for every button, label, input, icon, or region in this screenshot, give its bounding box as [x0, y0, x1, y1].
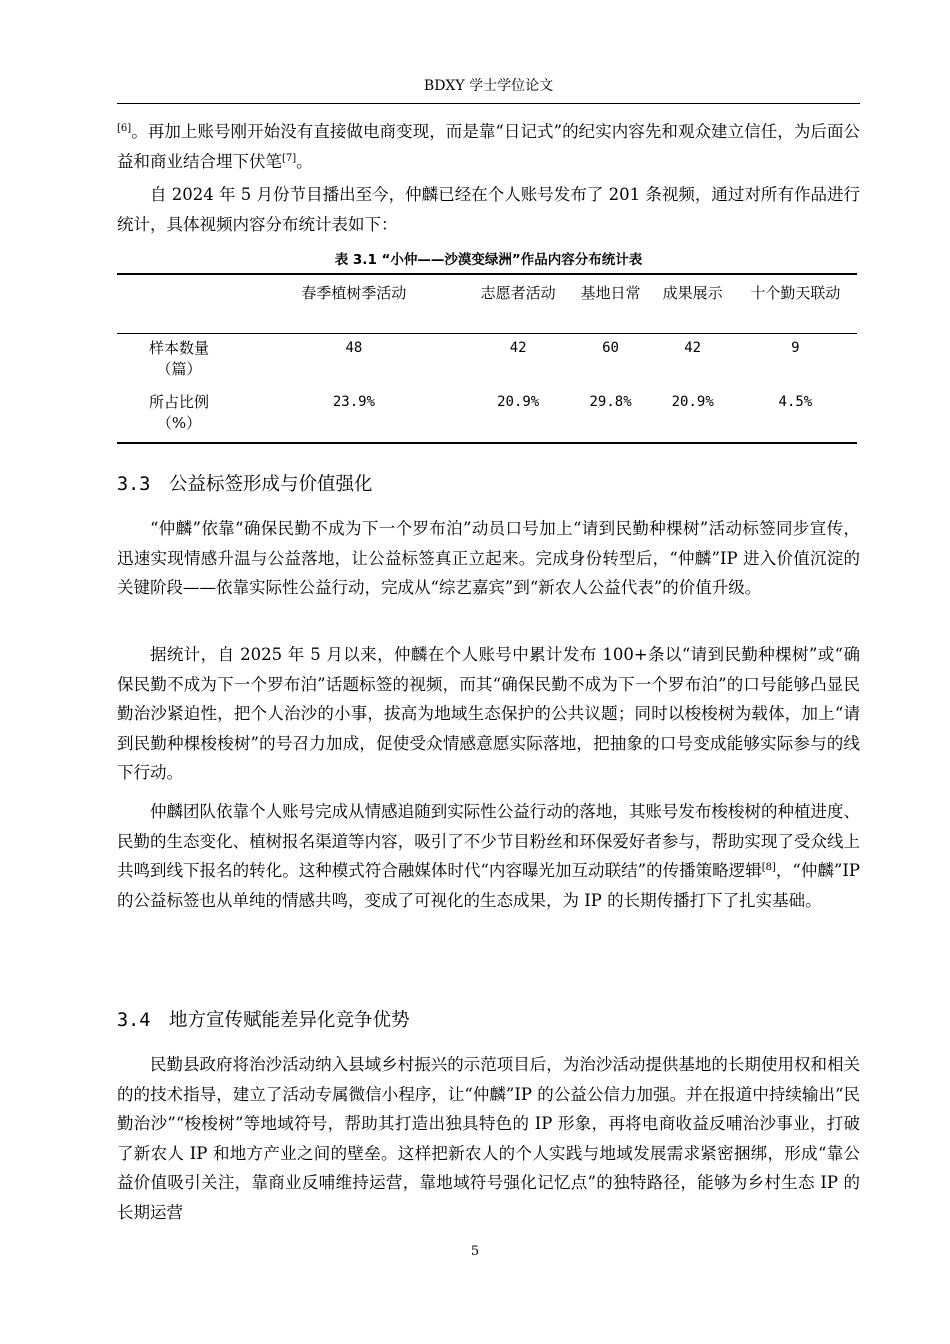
citation-ref[interactable]: [6]: [117, 123, 132, 134]
table-header-cell: 成果展示: [662, 284, 723, 302]
s33-p3-end: ，“仲麟”IP 的公益标签也从单纯的情感共鸣，变成了可视化的生态成果，为 IP 的长期传播打下了扎实基础。: [117, 861, 860, 910]
table-cell: 20.9%: [497, 394, 540, 410]
table-header-cell: 基地日常: [580, 284, 641, 302]
table-header-cell: 春季植树季活动: [301, 284, 407, 302]
table-cell: 48: [345, 340, 363, 356]
intro-paragraph-2: 自 2024 年 5 月份节目播出至今，仲麟已经在个人账号发布了 201 条视频，通过对所有作品进行统计，具体视频内容分布统计表如下：: [117, 185, 860, 234]
section-3-4-paragraph-1: 民勤县政府将治沙活动纳入县域乡村振兴的示范项目后，为治沙活动提供基地的长期使用权和相关的的技术指导，建立了活动专属微信小程序，让“仲麟”IP 的公益公信力加强。并在报道中持续输出“民勤治沙”“梭梭树”等地域符号，帮助其打造出独具特色的 IP 形象，再将电商收益反哺治沙事业，打破了新农人 IP 和地方产业之间的壁垒。这样把新农人的个人实践与地域发展需求紧密捆绑，形成“靠公益价值吸引关注，靠商业反哺维持运营，靠地域符号强化记忆点”的独特路径，能够为乡村生态 IP 的长期运营: [117, 1055, 860, 1222]
section-3-3-paragraph-1: “仲麟”依靠“确保民勤不成为下一个罗布泊”动员口号加上“请到民勤种棵树”活动标签同步宣传，迅速实现情感升温与公益落地，让公益标签真正立起来。完成身份转型后，“仲麟”IP 进入价值沉淀的关键阶段——依靠实际性公益行动，完成从“综艺嘉宾”到“新农人公益代表”的价值升级。: [117, 519, 860, 597]
table-header-cell: 十个勤天联动: [750, 284, 841, 302]
section-heading-3-4: [117, 1008, 410, 1034]
table-cell: 42: [684, 340, 702, 356]
s33-p3-text: 仲麟团队依靠个人账号完成从情感追随到实际性公益行动的落地，其账号发布梭梭树的种植进度、民勤的生态变化、植树报名渠道等内容，吸引了不少节目粉丝和环保爱好者参与，帮助实现了受众线上共鸣到线下报名的转化。这种模式符合融媒体时代“内容曝光加互动联结”的传播策略逻辑: [117, 802, 860, 880]
table-header-cell: [117, 274, 241, 334]
table-row: [117, 334, 857, 389]
citation-ref[interactable]: [7]: [282, 152, 297, 164]
section-title: 地方宣传赋能差异化竞争优势: [169, 1010, 410, 1031]
row-label: [117, 388, 241, 443]
table-cell: 9: [791, 340, 800, 356]
section-number: 3.4: [117, 1010, 151, 1031]
running-header: BDXY 学士学位论文: [117, 76, 860, 104]
section-3-3-paragraph-3: [117, 797, 860, 915]
row-label-text: 所占比例（%）: [148, 393, 209, 432]
intro-p1-text: 。再加上账号刚开始没有直接做电商变现，而是靠“日记式”的纪实内容先和观众建立信任，为后面公益和商业结合埋下伏笔: [117, 122, 860, 171]
table-row: [117, 388, 857, 443]
section-number: 3.3: [117, 474, 151, 495]
row-label: [117, 334, 241, 389]
table-header-cell: 志愿者活动: [480, 284, 556, 302]
table-cell: 42: [509, 340, 527, 356]
section-3-3-paragraph-2: 据统计，自 2025 年 5 月以来，仲麟在个人账号中累计发布 100+条以“请到民勤种棵树”或“确保民勤不成为下一个罗布泊”话题标签的视频，而其“确保民勤不成为下一个罗布泊”的口号能够凸显民勤治沙紧迫性，把个人治沙的小事，拔高为地域生态保护的公共议题；同时以梭梭树为载体，加上“请到民勤种棵梭梭树”的号召力加成，促使受众情感意愿实际落地，把抽象的口号变成能够实际参与的线下行动。: [117, 645, 860, 782]
intro-paragraph-1: [117, 117, 860, 176]
table-cell: 29.8%: [589, 394, 632, 410]
citation-ref[interactable]: [8]: [761, 862, 776, 873]
table-cell: 23.9%: [332, 394, 375, 410]
row-label-text: 样本数量（篇）: [148, 339, 209, 378]
page-number: 5: [470, 1244, 480, 1259]
table-cell: 4.5%: [778, 394, 813, 410]
table-header-row: [117, 274, 857, 334]
table-caption: 表 3.1 “小仲——沙漠变绿洲”作品内容分布统计表: [334, 252, 643, 268]
section-heading-3-3: [117, 472, 373, 498]
content-distribution-table: [117, 273, 857, 444]
table-cell: 20.9%: [671, 394, 714, 410]
section-title: 公益标签形成与价值强化: [169, 474, 373, 495]
intro-p1-end: 。: [296, 151, 313, 171]
table-cell: 60: [602, 340, 619, 356]
